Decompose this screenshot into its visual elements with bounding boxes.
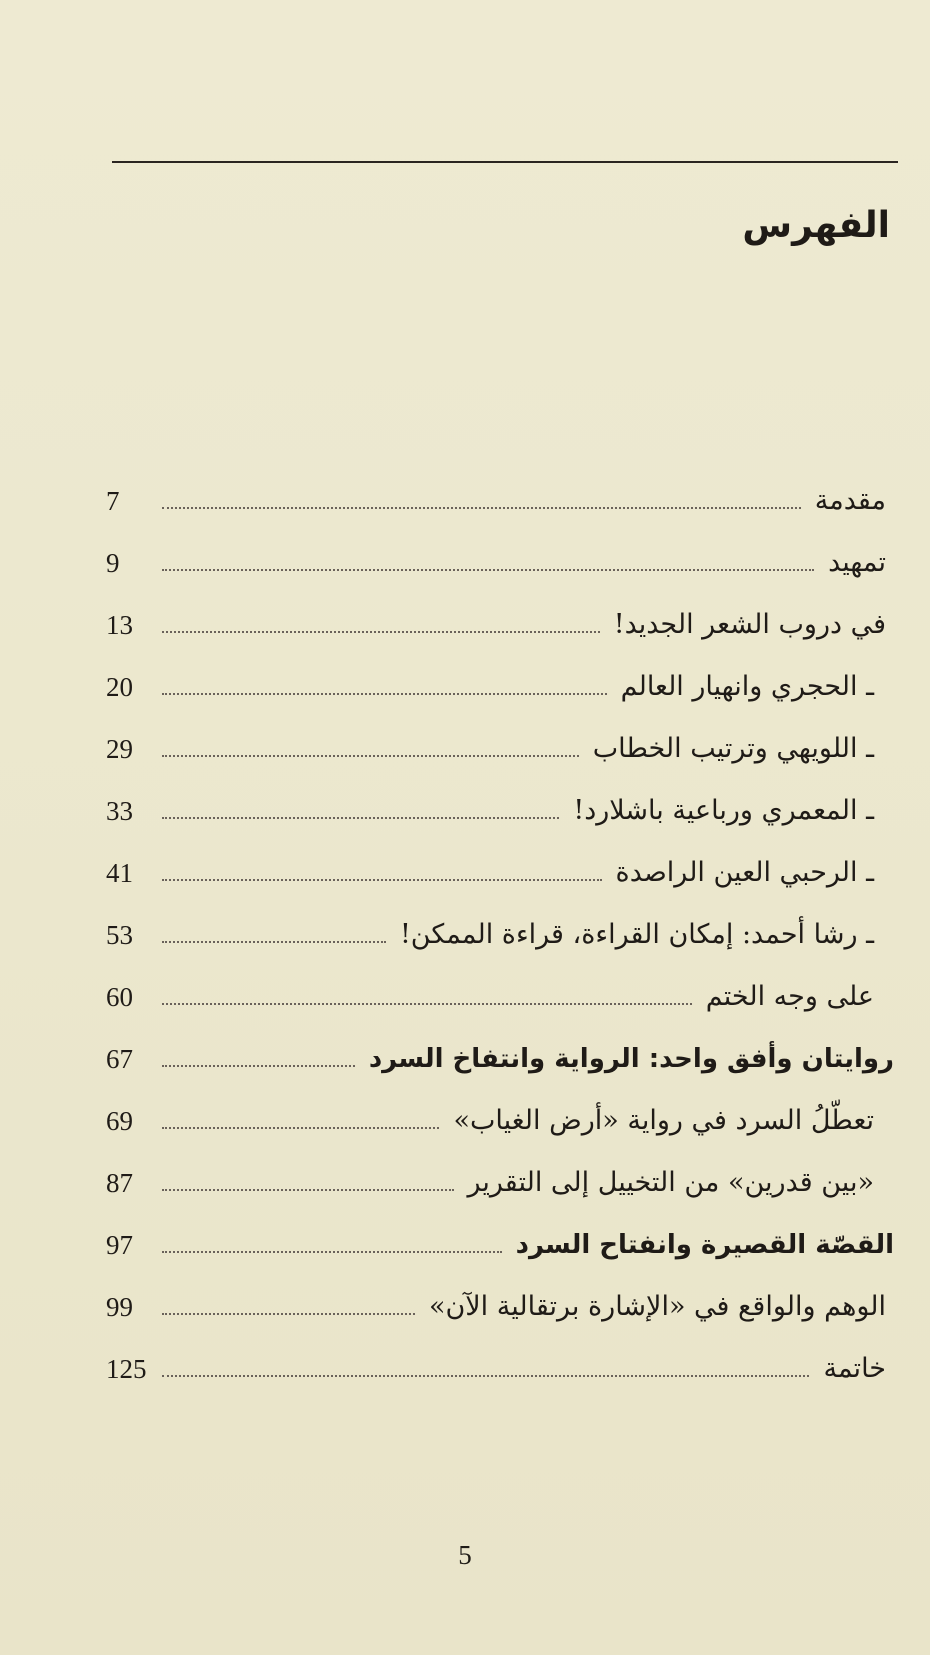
toc-entry-title: تمهيد — [828, 547, 886, 578]
toc-entry-title: ـ المعمري ورباعية باشلارد! — [573, 795, 874, 826]
dot-leader — [162, 1065, 355, 1067]
toc-entry-page: 9 — [106, 547, 120, 578]
toc-entry-title: في دروب الشعر الجديد! — [613, 609, 886, 640]
dot-leader — [162, 879, 602, 881]
table-of-contents — [106, 470, 894, 1400]
toc-entry-page: 97 — [106, 1229, 133, 1260]
dot-leader — [162, 941, 386, 943]
toc-entry-title: على وجه الختم — [705, 981, 874, 1012]
toc-entry — [106, 966, 894, 1028]
dot-leader — [162, 1251, 502, 1253]
dot-leader — [162, 507, 801, 509]
toc-entry — [106, 780, 894, 842]
toc-entry — [106, 470, 894, 532]
toc-entry-title: روايتان وأفق واحد: الرواية وانتفاخ السرد — [368, 1044, 894, 1074]
toc-entry-title: ـ الحجري وانهيار العالم — [620, 671, 874, 702]
toc-entry — [106, 1028, 894, 1090]
toc-entry-title: الوهم والواقع في «الإشارة برتقالية الآن» — [428, 1291, 886, 1322]
toc-entry-page: 41 — [106, 857, 133, 888]
toc-entry — [106, 904, 894, 966]
toc-entry — [106, 718, 894, 780]
toc-entry-title: تعطّلُ السرد في رواية «أرض الغياب» — [453, 1105, 874, 1136]
toc-entry — [106, 656, 894, 718]
toc-entry-page: 67 — [106, 1043, 133, 1074]
toc-entry — [106, 1214, 894, 1276]
toc-entry — [106, 1276, 894, 1338]
toc-entry-page: 7 — [106, 485, 120, 516]
dot-leader — [162, 1313, 415, 1315]
toc-entry-page: 125 — [106, 1353, 147, 1384]
toc-entry-page: 99 — [106, 1291, 133, 1322]
toc-entry — [106, 1338, 894, 1400]
toc-entry-title: «بين قدرين» من التخييل إلى التقرير — [467, 1167, 874, 1198]
dot-leader — [162, 1003, 692, 1005]
dot-leader — [162, 1189, 454, 1191]
dot-leader — [162, 755, 579, 757]
toc-entry-title: القصّة القصيرة وانفتاح السرد — [515, 1230, 894, 1260]
dot-leader — [162, 693, 607, 695]
dot-leader — [162, 817, 559, 819]
top-rule — [112, 161, 898, 163]
toc-entry-title: ـ الرحبي العين الراصدة — [615, 857, 874, 888]
toc-entry — [106, 1152, 894, 1214]
toc-entry-page: 20 — [106, 671, 133, 702]
page-number: 5 — [458, 1540, 472, 1570]
toc-entry-page: 53 — [106, 919, 133, 950]
dot-leader — [162, 1375, 809, 1377]
page-title: الفهرس — [742, 205, 890, 246]
toc-entry-page: 69 — [106, 1105, 133, 1136]
dot-leader — [162, 569, 814, 571]
toc-entry-page: 29 — [106, 733, 133, 764]
dot-leader — [162, 631, 600, 633]
toc-entry-title: ـ رشا أحمد: إمكان القراءة، قراءة الممكن! — [399, 919, 874, 950]
dot-leader — [162, 1127, 439, 1129]
toc-entry — [106, 532, 894, 594]
toc-entry — [106, 594, 894, 656]
toc-entry-page: 60 — [106, 981, 133, 1012]
toc-entry-title: خاتمة — [823, 1353, 886, 1384]
toc-entry-title: ـ اللويهي وترتيب الخطاب — [592, 733, 874, 764]
toc-entry-title: مقدمة — [814, 485, 886, 516]
toc-entry-page: 87 — [106, 1167, 133, 1198]
toc-entry-page: 33 — [106, 795, 133, 826]
toc-entry — [106, 842, 894, 904]
toc-entry-page: 13 — [106, 609, 133, 640]
toc-entry — [106, 1090, 894, 1152]
